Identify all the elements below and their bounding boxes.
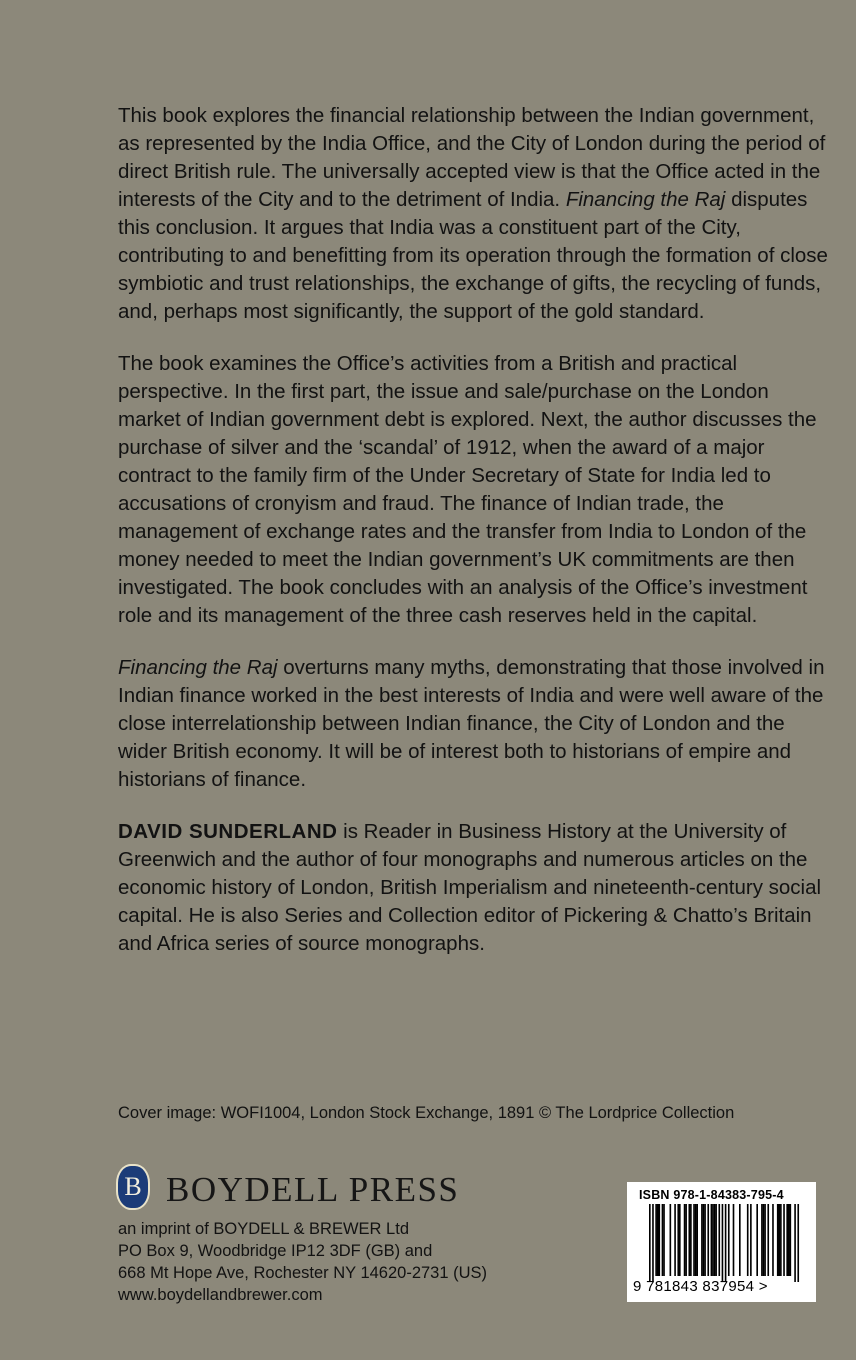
barcode-bar bbox=[704, 1204, 706, 1276]
barcode-bar bbox=[788, 1204, 790, 1276]
blurb-paragraph-3: Financing the Raj overturns many myths, demonstrating that those involved in Indian finance worked in the best interests of India and were well aware of the close interrelationship between Indian finance, the City of London and the wider British economy. It will be of interest both to historians of empire and historians of finance. bbox=[118, 656, 825, 791]
imprint-line: an imprint of BOYDELL & BREWER Ltd bbox=[118, 1220, 409, 1238]
barcode-bar bbox=[652, 1204, 654, 1282]
cover-image-credit: Cover image: WOFI1004, London Stock Exchange, 1891 © The Lordprice Collection bbox=[118, 1104, 735, 1122]
barcode-bar bbox=[703, 1204, 705, 1276]
barcode-bar bbox=[685, 1204, 687, 1276]
isbn-label: ISBN 978-1-84383-795-4 bbox=[639, 1188, 784, 1202]
book-title-italic: Financing the Raj bbox=[118, 656, 278, 679]
barcode-bar bbox=[722, 1204, 724, 1282]
barcode-bar bbox=[783, 1204, 785, 1276]
barcode-bar bbox=[725, 1204, 727, 1282]
barcode-bar bbox=[696, 1204, 698, 1276]
barcode-bar bbox=[690, 1204, 692, 1276]
barcode-bar bbox=[777, 1204, 779, 1276]
blurb-paragraph-2: The book examines the Office’s activities from a British and practical perspective. In the first part, the issue and sale/purchase on the London market of Indian government debt is explored. Next, the author discusses the purchase of silver and the ‘scandal’ of 1912, when the award of a major contract to the family firm of the Under Secretary of State for India led to accusations of cronyism and fraud. The finance of Indian trade, the management of exchange rates and the transfer from India to London of the money needed to meet the Indian government’s UK commitments are then investigated. The book concludes with an analysis of the Office’s investment role and its management of the three cash reserves held in the capital. bbox=[118, 352, 817, 627]
boydell-b-shield-icon: B bbox=[116, 1164, 150, 1210]
barcode-bar bbox=[763, 1204, 765, 1276]
barcode-bar bbox=[677, 1204, 679, 1276]
barcode-bar bbox=[707, 1204, 709, 1276]
barcode-bar bbox=[655, 1204, 657, 1276]
barcode-bar bbox=[750, 1204, 752, 1276]
barcode-bar bbox=[733, 1204, 735, 1276]
barcode-bar bbox=[695, 1204, 697, 1276]
imprint-address-line: PO Box 9, Woodbridge IP12 3DF (GB) and bbox=[118, 1242, 433, 1260]
barcode-bar bbox=[693, 1204, 695, 1276]
barcode-bar bbox=[679, 1204, 681, 1276]
publisher-website: www.boydellandbrewer.com bbox=[118, 1286, 323, 1304]
barcode-bar bbox=[790, 1204, 792, 1276]
barcode-bar bbox=[715, 1204, 717, 1276]
barcode-bar bbox=[670, 1204, 672, 1276]
barcode-bar bbox=[714, 1204, 716, 1276]
barcode-bar bbox=[662, 1204, 664, 1276]
author-bio: DAVID SUNDERLAND is Reader in Business History at the University of Greenwich and the author of four monographs and numerous articles on the economic history of London, British Imperialism and nineteenth-century social capital. He is also Series and Collection editor of Pickering & Chatto’s Britain and Africa series of source monographs. bbox=[118, 820, 822, 955]
barcode-digits: 9 781843 837954 > bbox=[633, 1278, 768, 1295]
barcode-bar bbox=[747, 1204, 749, 1276]
barcode-bar bbox=[764, 1204, 766, 1276]
barcode-bar bbox=[797, 1204, 799, 1282]
barcode-bar bbox=[739, 1204, 741, 1276]
barcode-bar bbox=[711, 1204, 713, 1276]
barcode-bar bbox=[701, 1204, 703, 1276]
barcode-bar bbox=[772, 1204, 774, 1276]
barcode-bar bbox=[786, 1204, 788, 1276]
barcode-bar bbox=[794, 1204, 796, 1282]
blurb-paragraph-1: This book explores the financial relationship between the Indian government, as represented by the India Office, and the City of London during the period of direct British rule. The universally accepted view is that the Office acted in the interests of the City and to the detriment of India. Financing the Raj disputes this conclusion. It argues that India was a constituent part of the City, contributing to and benefitting from its operation through the formation of close symbiotic and trust relationships, the exchange of gifts, the recycling of funds, and, perhaps most significantly, the support of the gold standard. bbox=[118, 104, 828, 323]
barcode-bar bbox=[649, 1204, 651, 1282]
barcode-bars bbox=[635, 1204, 807, 1286]
publisher-imprint bbox=[118, 1218, 487, 1306]
barcode-bar bbox=[663, 1204, 665, 1276]
barcode-bar bbox=[767, 1204, 769, 1276]
barcode-bar bbox=[728, 1204, 730, 1276]
barcode-bar bbox=[778, 1204, 780, 1276]
barcode-bar bbox=[761, 1204, 763, 1276]
back-cover-blurb bbox=[118, 102, 830, 982]
barcode-bar bbox=[688, 1204, 690, 1276]
barcode-bar bbox=[674, 1204, 676, 1276]
barcode-bar bbox=[712, 1204, 714, 1276]
barcode-bar bbox=[718, 1204, 720, 1276]
author-name: DAVID SUNDERLAND bbox=[118, 820, 338, 843]
barcode-bar bbox=[658, 1204, 660, 1276]
publisher-name: BOYDELL PRESS bbox=[166, 1170, 460, 1209]
barcode-bar bbox=[756, 1204, 758, 1276]
isbn-barcode bbox=[627, 1182, 816, 1302]
barcode-bar bbox=[684, 1204, 686, 1276]
book-title-italic: Financing the Raj bbox=[565, 188, 726, 211]
barcode-bar bbox=[657, 1204, 659, 1276]
imprint-address-line: 668 Mt Hope Ave, Rochester NY 14620-2731 (US) bbox=[118, 1264, 488, 1282]
barcode-bar bbox=[780, 1204, 782, 1276]
